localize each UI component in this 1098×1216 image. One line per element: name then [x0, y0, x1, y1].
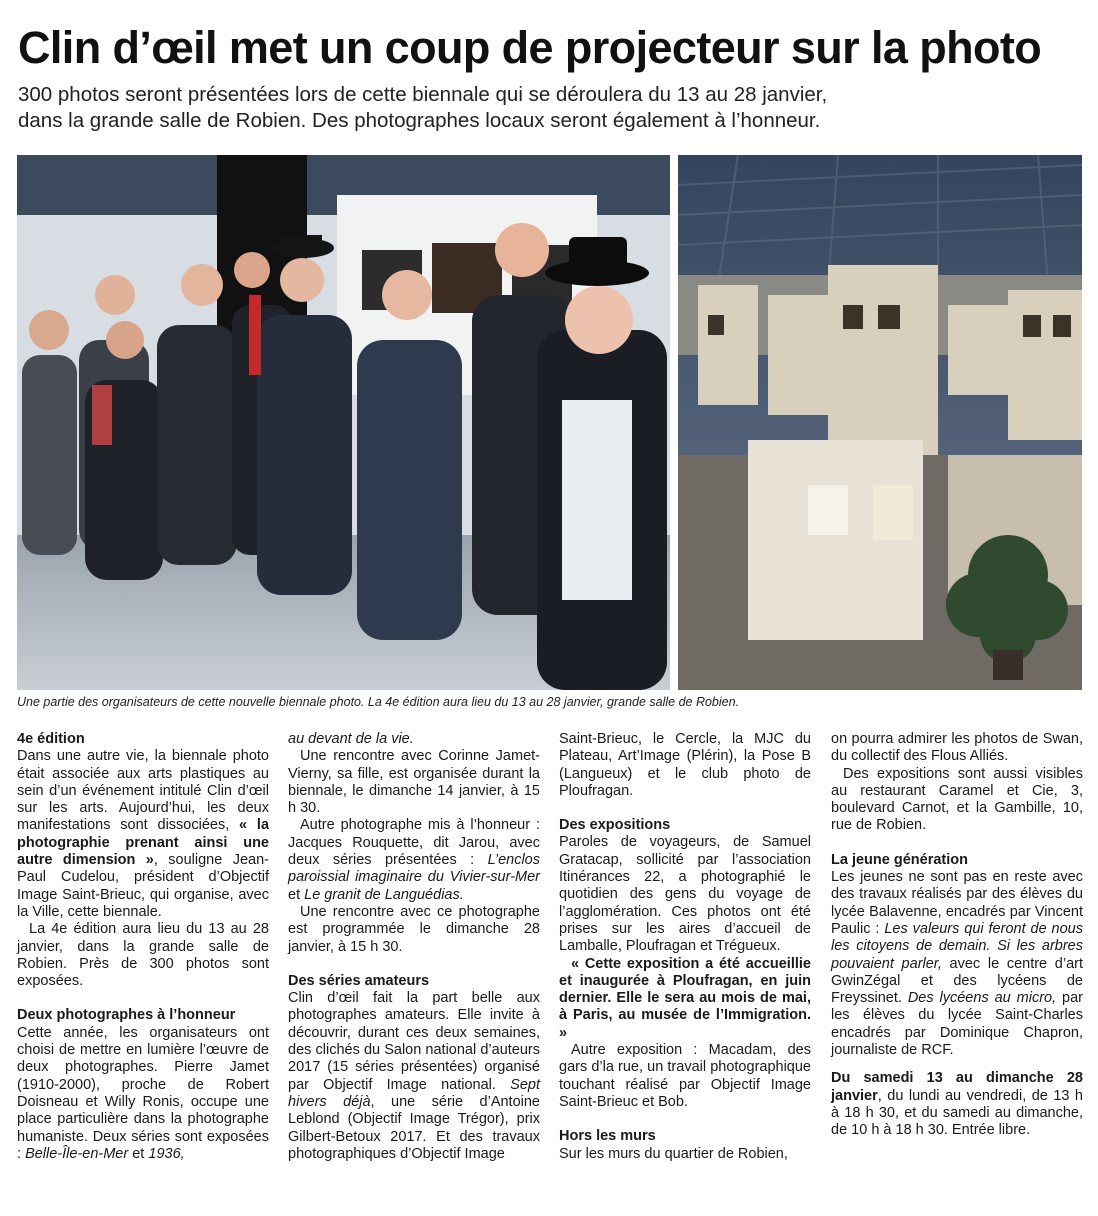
paragraph: Cette année, les organisateurs ont choisi de mettre en lumière l’œuvre de deux photographes. Pierre Jamet (1910-2000), proche de Robert Doisneau et Willy Ronis, occupe une place particulière dans la photographe humaniste. Deux séries sont exposées : Belle-Île-en-Mer et 1936,	[17, 1024, 269, 1162]
paragraph: Autre photographe mis à l’honneur : Jacques Rouquette, dit Jarou, avec deux séries présentées : L’enclos paroissial imaginaire du Vivier-sur-Mer et Le granit de Languédias.	[288, 817, 540, 903]
paragraph: Paroles de voyageurs, de Samuel Gratacap, sollicité par l’association Itinérances 22, a photographié le quotidien des gens du voyage de l’agglomération. Ces photos ont été prises sur les aires d’accueil de Lamballe, Ploufragan et Trégueux.	[559, 834, 811, 955]
practical-info-paragraph: Du samedi 13 au dimanche 28 janvier, du lundi au vendredi, de 13 h à 18 h 30, et du samedi au dimanche, de 10 h à 18 h 30. Entrée libre.	[831, 1070, 1083, 1139]
paragraph: Sur les murs du quartier de Robien,	[559, 1145, 788, 1162]
article-column-4	[831, 731, 1083, 1140]
article-subtitle	[18, 82, 1088, 134]
quote-paragraph: « Cette exposition a été accueillie et inaugurée à Ploufragan, en juin dernier. Elle le sera au mois de mai, à Paris, au musée de l’Immigration. »	[559, 955, 811, 1041]
article-column-1	[17, 731, 269, 1163]
paragraph: Clin d’œil fait la part belle aux photographes amateurs. Elle invite à découvrir, durant ces deux semaines, des clichés du Salon national d’auteurs 2017 (15 séries présentées) organisé par Objectif Image national. Sept hivers déjà, une série d’Antoine Leblond (Objectif Image Trégor), prix Gilbert-Betoux 2017. Et des travaux photographiques d’Objectif Image	[288, 990, 540, 1162]
photo-caption: Une partie des organisateurs de cette nouvelle biennale photo. La 4e édition aura lieu du 13 au 28 janvier, grande salle de Robien.	[17, 695, 740, 709]
paragraph: La 4e édition aura lieu du 13 au 28 janvier, dans la grande salle de Robien. Près de 300 photos sont exposées.	[17, 921, 269, 990]
section-heading: Des expositions	[559, 817, 671, 834]
paragraph: Les jeunes ne sont pas en reste avec des travaux réalisés par des élèves du lycée Balavenne, encadrés par Vincent Paulic : Les valeurs qui feront de nous les citoyens de demain. Si les arbres pouvaient parler, avec le centre d’art GwinZégal et des lycéens de Freyssinet. Des lycéens au micro, par les élèves du lycée Saint-Charles encadrés par Dominique Chapron, journaliste de RCF.	[831, 869, 1083, 1059]
paragraph: on pourra admirer les photos de Swan, du collectif des Flous Alliés.	[831, 731, 1083, 765]
article-column-2	[288, 731, 540, 1163]
organizers-group-photo	[17, 155, 670, 690]
section-heading: Des séries amateurs	[288, 972, 430, 989]
exhibition-hall-photo	[678, 155, 1082, 690]
article-column-3	[559, 731, 811, 1163]
section-heading: Deux photographes à l’honneur	[17, 1007, 236, 1024]
section-heading: 4e édition	[17, 731, 85, 747]
subtitle-line-1: 300 photos seront présentées lors de cette biennale qui se déroulera du 13 au 28 janvier,	[18, 83, 828, 106]
paragraph: Saint-Brieuc, le Cercle, la MJC du Plateau, Art’Image (Plérin), la Pose B (Langueux) et le club photo de Ploufragan.	[559, 731, 811, 799]
paragraph: Une rencontre avec Corinne Jamet-Vierny, sa fille, est organisée durant la biennale, le dimanche 14 janvier, à 15 h 30.	[288, 748, 540, 817]
paragraph: au devant de la vie.	[288, 731, 414, 747]
paragraph: Dans une autre vie, la biennale photo était associée aux arts plastiques au sein d’un événement intitulé Clin d’œil sur les arts. Aujourd’hui, les deux manifestations sont dissociées, « la photographie prenant ainsi une autre dimension », souligne Jean-Paul Cudelou, président d’Objectif Image Saint-Brieuc, qui organise, avec la Ville, cette biennale.	[17, 748, 270, 920]
paragraph: Une rencontre avec ce photographe est programmée le dimanche 28 janvier, à 15 h 30.	[288, 903, 540, 955]
section-heading: La jeune génération	[831, 851, 968, 868]
section-heading: Hors les murs	[559, 1128, 656, 1145]
paragraph: Autre exposition : Macadam, des gars d’la rue, un travail photographique touchant réalisé par Objectif Image Saint-Brieuc et Bob.	[559, 1042, 811, 1110]
subtitle-line-2: dans la grande salle de Robien. Des photographes locaux seront également à l’honneur.	[18, 109, 821, 132]
paragraph: Des expositions sont aussi visibles au restaurant Caramel et Cie, 3, boulevard Carnot, et la Gambille, 10, rue de Robien.	[831, 765, 1083, 834]
article-title: Clin d’œil met un coup de projecteur sur la photo	[18, 22, 1042, 73]
